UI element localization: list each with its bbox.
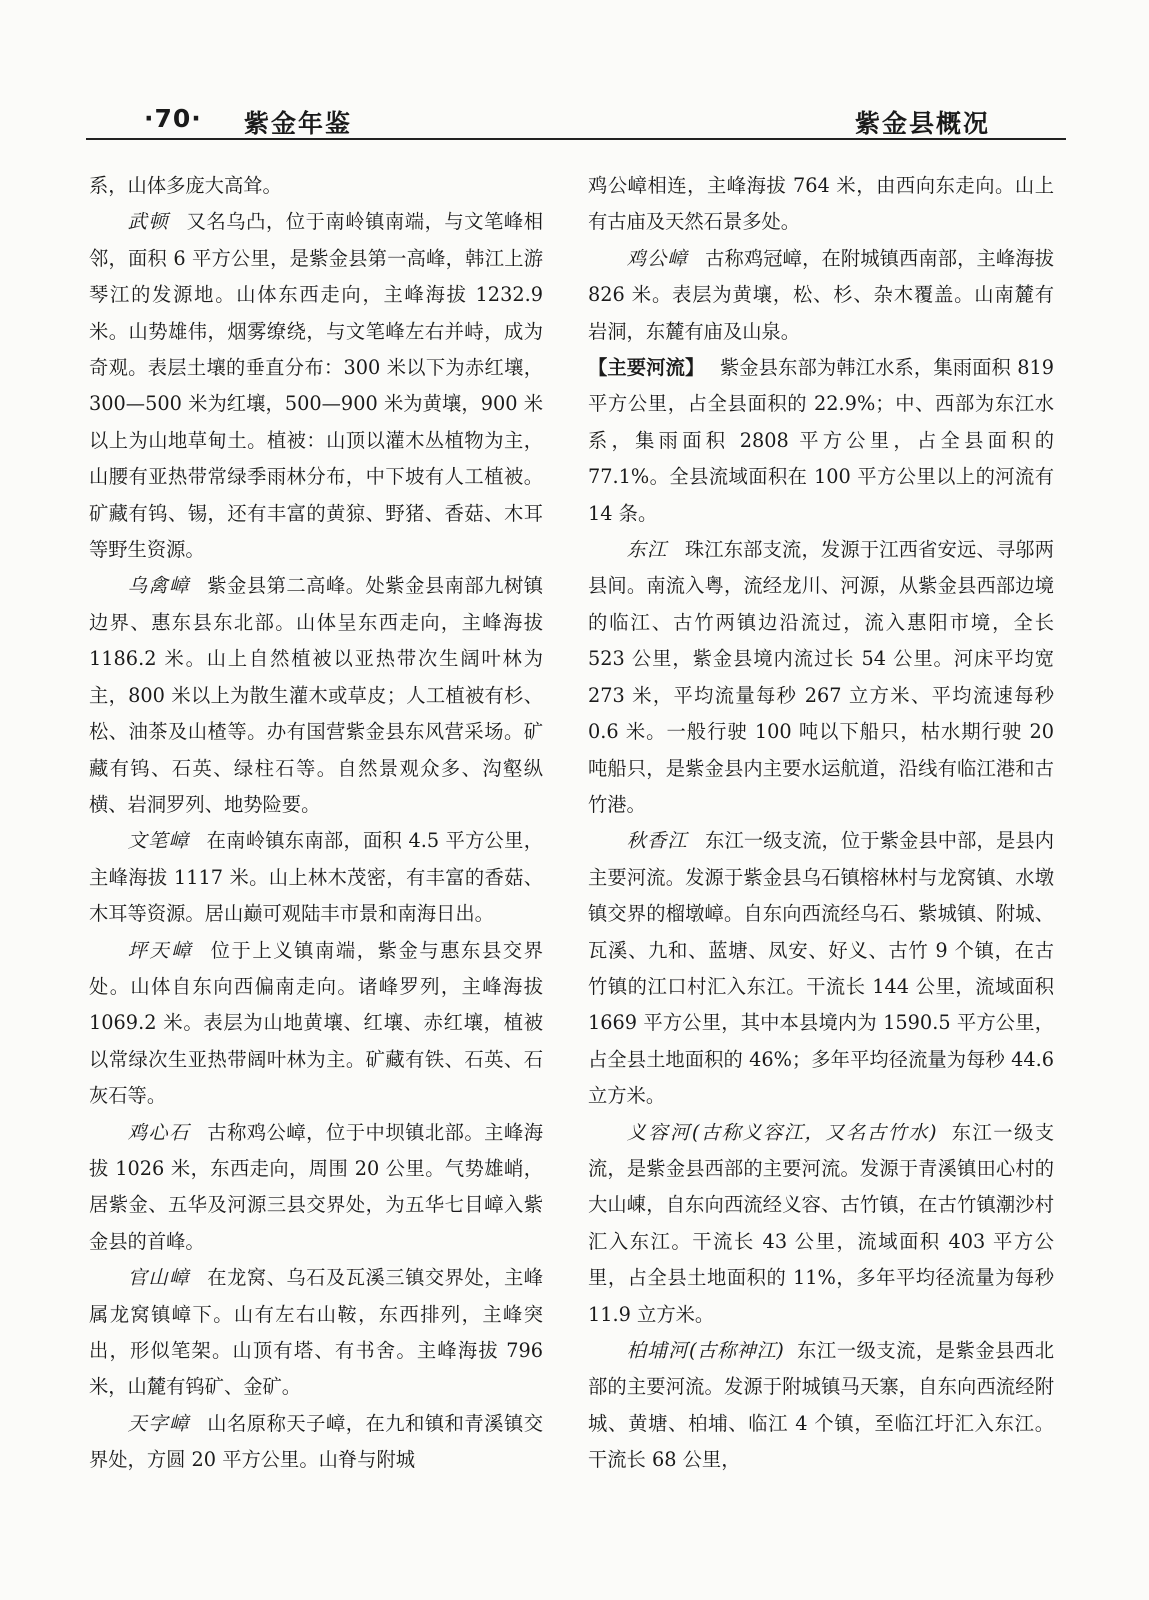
paragraph: 鸡心石 古称鸡公嶂，位于中坝镇北部。主峰海拔 1026 米，东西走向，周围 20 公里。气势雄峭，居紫金、五华及河源三县交界处，为五华七目嶂入紫金县的首峰。 [89,1120,544,1253]
entry-term: 乌禽嶂 [127,574,190,598]
paragraph: 鸡公嶂相连，主峰海拔 764 米，由西向东走向。山上有古庙及天然石景多处。 [588,174,1054,234]
entry-term: 天字嶂 [127,1411,190,1435]
paragraph: 官山嶂 在龙窝、乌石及瓦溪三镇交界处，主峰属龙窝镇嶂下。山有左右山鞍，东西排列，主峰突出，形似笔架。山顶有塔、有书舍。主峰海拔 796 米，山麓有钨矿、金矿。 [89,1266,544,1399]
paragraph: 鸡公嶂 古称鸡冠嶂，在附城镇西南部，主峰海拔 826 米。表层为黄壤，松、杉、杂木覆盖。山南麓有岩洞，东麓有庙及山泉。 [588,246,1055,343]
entry-term: 文笔嶂 [127,829,190,853]
paragraph: 秋香江 东江一级支流，位于紫金县中部，是县内主要河流。发源于紫金县乌石镇榕林村与龙窝镇、水墩镇交界的榴墩嶂。自东向西流经乌石、紫城镇、附城、瓦溪、九和、蓝塘、凤安、好义、古竹 9 个镇，在古竹镇的江口村汇入东江。干流长 144 公里，流域面积 1669 平方公里，其中本县境内为 1590.5 平方公里，占全县土地面积的 46%；多年平均径流量为每秒 44.6 立方米。 [588,829,1055,1108]
paragraph: 乌禽嶂 紫金县第二高峰。处紫金县南部九树镇边界、惠东县东北部。山体呈东西走向，主峰海拔 1186.2 米。山上自然植被以亚热带次生阔叶林为主，800 米以上为散生灌木或草皮；人工植被有杉、松、油茶及山楂等。办有国营紫金县东风营采场。矿藏有钨、石英、绿柱石等。自然景观众多、沟壑纵横、岩洞罗列、地势险要。 [89,574,544,816]
entry-note: (古称义容江，又名古竹水) [691,1120,937,1144]
entry-term: 东江 [626,538,668,562]
entry-note: (古称神江) [689,1339,784,1362]
paragraph: 文笔嶂 在南岭镇东南部，面积 4.5 平方公里，主峰海拔 1117 米。山上林木茂密，有丰富的香菇、木耳等资源。居山巅可观陆丰市景和南海日出。 [89,829,544,926]
paragraph: 天字嶂 山名原称天子嶂，在九和镇和青溪镇交界处，方圆 20 平方公里。山脊与附城 [89,1411,544,1472]
entry-term: 秋香江 [626,829,688,853]
entry-term: 武顿 [127,210,170,234]
right-column [588,168,1054,1479]
section-title: 紫金县概况 [854,109,990,138]
paragraph: 系，山体多庞大高耸。 [89,174,282,197]
left-column [89,168,543,1479]
entry-term: 鸡心石 [127,1120,190,1144]
entry-term: 鸡公嶂 [626,246,688,270]
paragraph: 坪天嶂 位于上义镇南端，紫金与惠东县交界处。山体自东向西偏南走向。诸峰罗列，主峰海拔 1069.2 米。表层为山地黄壤、红壤、赤红壤，植被以常绿次生亚热带阔叶林为主。矿藏有铁、石英、石灰石等。 [89,938,544,1108]
paragraph: 义容河(古称义容江，又名古竹水) 东江一级支流，是紫金县西部的主要河流。发源于青溪镇田心村的大山崠，自东向西流经义容、古竹镇，在古竹镇潮沙村汇入东江。干流长 43 公里，流域面积 403 平方公里，占全县土地面积的 11%，多年平均径流量为每秒 11.9 立方米。 [588,1120,1055,1326]
page-number: ·70· [144,104,202,133]
entry-term: 义容河 [626,1120,692,1144]
header-rule [86,138,1066,140]
running-header [86,96,1066,140]
paragraph: 东江 珠江东部支流，发源于江西省安远、寻邬两县间。南流入粤，流经龙川、河源，从紫金县西部边境的临江、古竹两镇边沿流过，流入惠阳市境，全长 523 公里，紫金县境内流过长 54 公里。河床平均宽 273 米，平均流量每秒 267 立方米、平均流速每秒 0.6 米。一般行驶 100 吨以下船只，枯水期行驶 20 吨船只，是紫金县内主要水运航道，沿线有临江港和古竹港。 [588,538,1055,816]
paragraph: 柏埔河(古称神江) 东江一级支流，是紫金县西北部的主要河流。发源于附城镇马天寨，自东向西流经附城、黄塘、柏埔、临江 4 个镇，至临江圩汇入东江。干流长 68 公里， [588,1339,1055,1472]
paragraph: 武顿 又名乌凸，位于南岭镇南端，与文笔峰相邻，面积 6 平方公里，是紫金县第一高峰，韩江上游琴江的发源地。山体东西走向，主峰海拔 1232.9 米。山势雄伟，烟雾缭绕，与文笔峰左右并峙，成为奇观。表层土壤的垂直分布：300 米以下为赤红壤，300—500 米为红壤，500—900 米为黄壤，900 米以上为山地草甸土。植被：山顶以灌木丛植物为主，山腰有亚热带常绿季雨林分布，中下坡有人工植被。矿藏有钨、锡，还有丰富的黄猄、野猪、香菇、木耳等野生资源。 [89,210,544,562]
section-heading: 【主要河流】 [588,356,705,380]
book-title: 紫金年鉴 [244,109,353,138]
section-paragraph: 【主要河流】 紫金县东部为韩江水系，集雨面积 819 平方公里，占全县面积的 22.9%；中、西部为东江水系，集雨面积 2808 平方公里，占全县面积的 77.1%。全县流域面积在 100 平方公里以上的河流有 14 条。 [588,356,1055,525]
entry-term: 官山嶂 [127,1266,190,1290]
entry-term: 柏埔河 [626,1339,690,1362]
entry-term: 坪天嶂 [127,938,194,962]
